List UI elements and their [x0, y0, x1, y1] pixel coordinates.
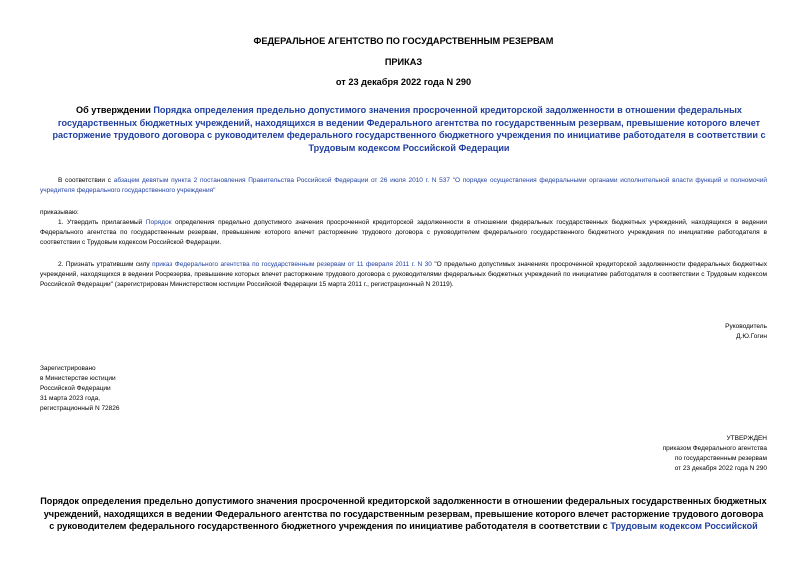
- approved-line-3: по государственным резервам: [674, 455, 767, 462]
- doc-date: от 23 декабря 2022 года N 290: [335, 77, 472, 87]
- item-2-paragraph: [40, 260, 767, 290]
- procedure-anchor-link[interactable]: Порядок: [145, 219, 172, 226]
- order-title-prefix: Об утверждении: [76, 105, 154, 115]
- approved-line-2: приказом Федерального агентства: [662, 445, 767, 452]
- preamble-paragraph: [40, 176, 767, 196]
- item-2-prefix: 2. Признать утратившим силу: [58, 261, 153, 268]
- signature-position: Руководитель: [725, 323, 767, 330]
- doc-type: ПРИКАЗ: [384, 57, 423, 67]
- repealed-order-link[interactable]: приказ Федерального агентства по государственным резервам от 11 февраля 2011 г. N 30: [152, 261, 432, 268]
- registration-line-5: регистрационный N 72826: [40, 405, 120, 412]
- order-word: приказываю:: [40, 209, 79, 216]
- agency-name: ФЕДЕРАЛЬНОЕ АГЕНТСТВО ПО ГОСУДАРСТВЕННЫМ РЕЗЕРВАМ: [253, 36, 554, 46]
- item-1-prefix: 1. Утвердить прилагаемый: [58, 219, 146, 226]
- government-decree-link[interactable]: абзацем девятым пункта 2 постановления Правительства Российской Федерации от 26 июля 2010 г. N 537 "О порядке осуществления федеральными органами исполнительной власти функций и полномочий учредителя федерального государственного учреждения": [40, 177, 768, 194]
- order-title: [48, 104, 770, 154]
- procedure-link[interactable]: Порядка определения предельно допустимого значения просроченной кредиторской задолженности в отношении федеральных государственных бюджетных учреждений, находящихся в ведении Федерального агентства по государственным резервам, превышение которого влечет расторжение трудового договора с руководителем федерального государственного бюджетного учреждения по инициативе работодателя в соответствии с Трудовым кодексом Российской Федерации: [52, 105, 766, 153]
- approved-line-1: УТВЕРЖДЕН: [726, 435, 767, 442]
- approved-line-4: от 23 декабря 2022 года N 290: [674, 465, 767, 472]
- item-1-paragraph: [40, 218, 767, 248]
- signature-name: Д.Ю.Гогин: [736, 333, 767, 340]
- item-2-text: "О предельно допустимых значениях просроченной кредиторской задолженности федеральных бюджетных учреждений, находящихся в ведении Росрезерва, превышение которых влечет расторжение трудового договора с руководителями федеральных бюджетных учреждений по инициативе работодателя в соответствии с Трудовым кодексом Российской Федерации" (зарегистрирован Министерством юстиции Российской Федерации 15 марта 2011 г., регистрационный N 20119).: [40, 261, 767, 288]
- registration-line-1: Зарегистрировано: [40, 365, 96, 372]
- procedure-title: [40, 495, 767, 533]
- registration-line-3: Российской Федерации: [40, 385, 111, 392]
- labor-code-link[interactable]: Трудовым кодексом Российской: [610, 521, 758, 531]
- preamble-prefix: В соответствии с: [58, 177, 114, 184]
- registration-line-4: 31 марта 2023 года,: [40, 395, 101, 402]
- registration-line-2: в Министерстве юстиции: [40, 375, 116, 382]
- item-1-text: определения предельно допустимого значения просроченной кредиторской задолженности в отношении федеральных государственных бюджетных учреждений, находящихся в ведении Федерального агентства по государственным резервам, превышение которого влечет расторжение трудового договора с руководителем федерального государственного бюджетного учреждения по инициативе работодателя в соответствии с Трудовым кодексом Российской Федерации.: [40, 219, 767, 246]
- procedure-title-text: Порядок определения предельно допустимого значения просроченной кредиторской задолженности в отношении федеральных государственных бюджетных учреждений, находящихся в ведении Федерального агентства по государственным резервам, превышение которого влечет расторжение трудового договора с руководителем федерального государственного бюджетного учреждения по инициативе работодателя в соответствии с: [40, 496, 767, 531]
